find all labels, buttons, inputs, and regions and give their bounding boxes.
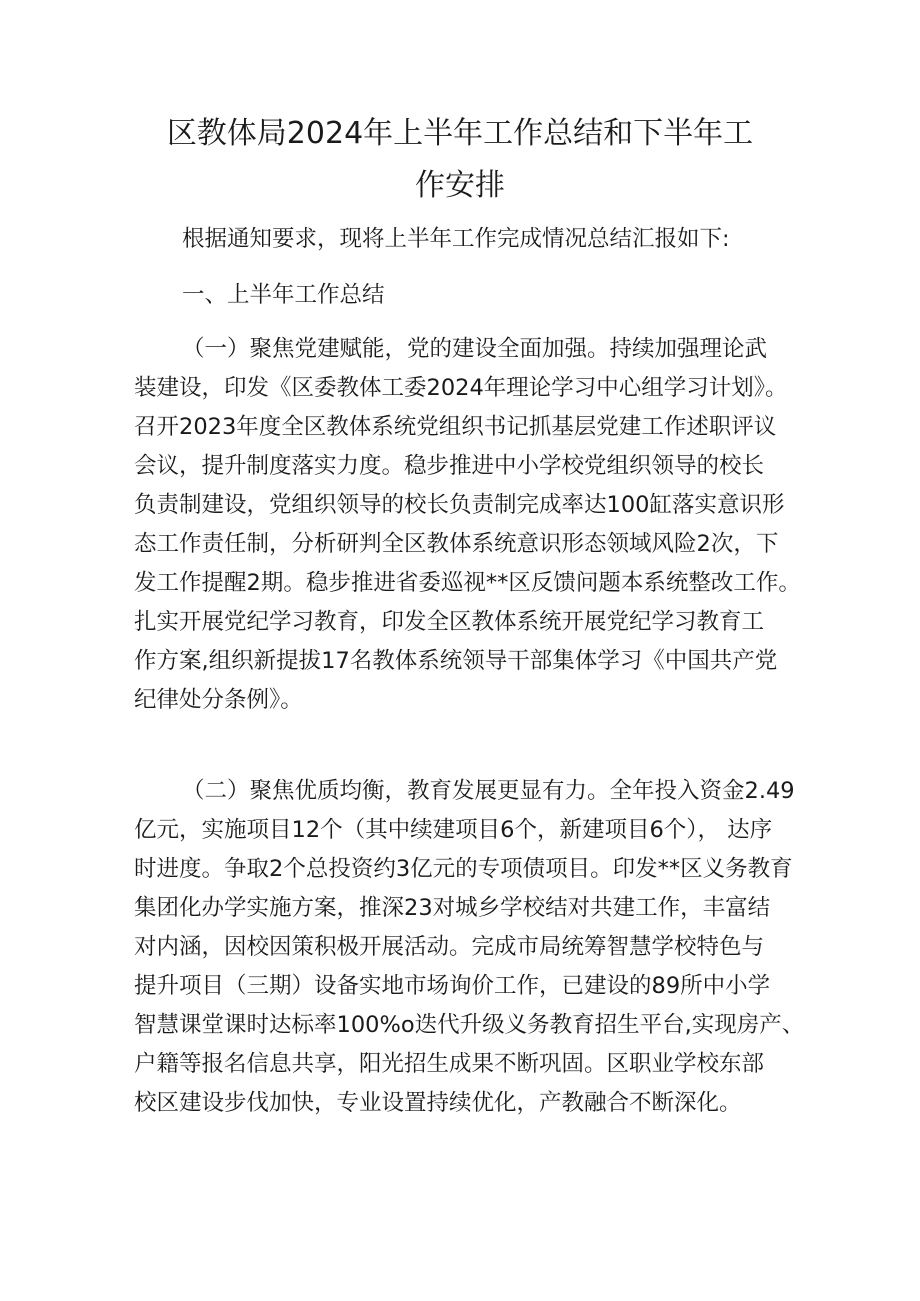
paragraph-line: （一）聚焦党建赋能，党的建设全面加强。持续加强理论武 xyxy=(182,336,768,362)
paragraph-line: 校区建设步伐加快，专业设置持续优化，产教融合不断深化。 xyxy=(134,1090,742,1116)
title-line: 区教体局2024年上半年工作总结和下半年工 xyxy=(166,116,754,151)
title-line: 作安排 xyxy=(415,168,505,203)
paragraph-line: 集团化办学实施方案，推深23对城乡学校结对共建工作，丰富结 xyxy=(134,895,771,921)
paragraph-line: 时进度。争取2个总投资约3亿元的专项债项目。印发**区义务教育 xyxy=(134,856,793,882)
paragraph-line: 纪律处分条例》。 xyxy=(134,687,303,713)
paragraph-line: 装建设，印发《区委教体工委2024年理论学习中心组学习计划》。 xyxy=(134,375,788,401)
paragraph-2 xyxy=(134,772,805,1123)
paragraph-line: 提升项目（三期）设备实地市场询价工作，已建设的89所中小学 xyxy=(134,973,771,999)
document-title xyxy=(120,108,800,212)
paragraph-line: 作方案,组织新提拔17名教体系统领导干部集体学习《中国共产党 xyxy=(134,648,778,674)
paragraph-line: 对内涵，因校因策积极开展活动。完成市局统筹智慧学校特色与 xyxy=(134,934,765,960)
paragraph-line: 智慧课堂课时达标率100%o迭代升级义务教育招生平台,实现房产、 xyxy=(134,1012,805,1038)
paragraph-line: （二）聚焦优质均衡，教育发展更显有力。全年投入资金2.49 xyxy=(182,778,795,804)
paragraph-line: 会议，提升制度落实力度。稳步推进中小学校党组织领导的校长 xyxy=(134,453,765,479)
paragraph-line: 扎实开展党纪学习教育，印发全区教体系统开展党纪学习教育工 xyxy=(134,609,765,635)
paragraph-line: 户籍等报名信息共享，阳光招生成果不断巩固。区职业学校东部 xyxy=(134,1051,765,1077)
intro-text: 根据通知要求，现将上半年工作完成情况总结汇报如下: xyxy=(182,226,730,252)
paragraph-1 xyxy=(134,330,801,720)
paragraph-line: 态工作责任制，分析研判全区教体系统意识形态领域风险2次，下 xyxy=(134,531,779,557)
paragraph-line: 亿元，实施项目12个（其中续建项目6个，新建项目6个）， 达序 xyxy=(134,817,773,843)
paragraph-line: 发工作提醒2期。稳步推进省委巡视**区反馈问题本系统整改工作。 xyxy=(134,570,801,596)
section-heading: 一、上半年工作总结 xyxy=(182,282,385,308)
paragraph-line: 负责制建设，党组织领导的校长负责制完成率达100缸落实意识形 xyxy=(134,492,785,518)
paragraph-line: 召开2023年度全区教体系统党组织书记抓基层党建工作述职评议 xyxy=(134,414,777,440)
